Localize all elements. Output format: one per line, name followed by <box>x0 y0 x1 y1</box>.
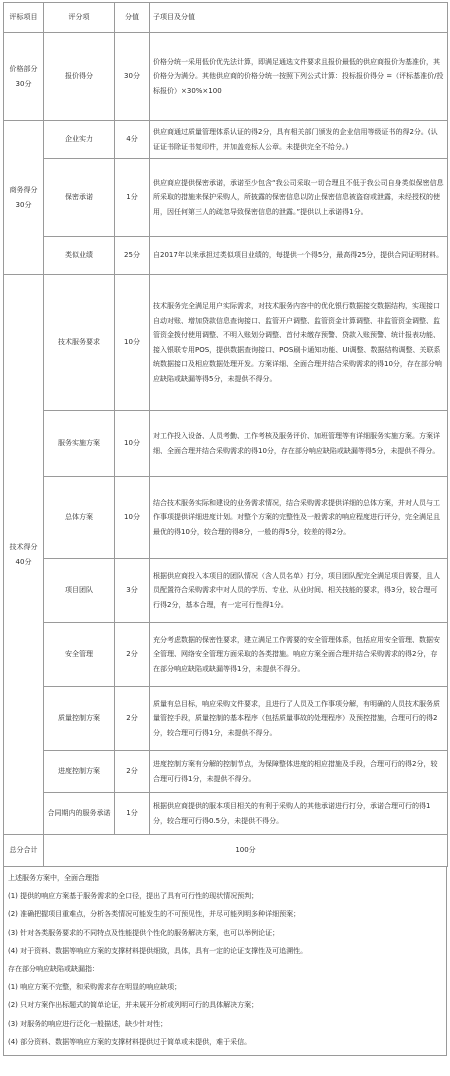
item-score: 10分 <box>115 275 150 411</box>
header-subitem: 评分项 <box>44 3 115 33</box>
table-row <box>4 33 448 121</box>
item-name: 合同期内的服务承诺 <box>44 793 115 835</box>
item-detail: 供应商应提供保密承诺，承诺至少包含“我公司采取一切合理且不低于我公司自身类似保密信息所采取的措施来保护采购人，所披露的保密信息以防止保密信息被盗窃或泄露，未经授权的使用，因任何第三人的疏忽导致保密信息的泄露。”提供以上承诺得1分。 <box>150 159 448 237</box>
notes-line: (4) 部分资料、数据等响应方案的支撑材料提供过于简单或未提供，难于采信。 <box>8 1037 252 1046</box>
item-score: 1分 <box>115 793 150 835</box>
notes-line: (4) 对于资料、数据等响应方案的支撑材料提供细致，具体，具有一定的论证支撑性及可追溯性。 <box>8 946 308 955</box>
item-score: 1分 <box>115 159 150 237</box>
item-name: 企业实力 <box>44 121 115 159</box>
header-score: 分值 <box>115 3 150 33</box>
item-detail: 价格分统一采用低价优先法计算，即满足通选文件要求且报价最低的供应商报价为基准价，其价格分为满分。其他供应商的价格分统一按照下列公式计算：投标报价得分 =（评标基准价/投标报价）×30%×100 <box>150 33 448 121</box>
item-score: 2分 <box>115 623 150 687</box>
notes-line: (2) 只对方案作出标题式的简单论证，并未展开分析或列明可行的具体解决方案； <box>8 1001 259 1010</box>
header-detail: 子项目及分值 <box>150 3 448 33</box>
item-detail: 供应商通过质量管理体系认证的得2分，具有相关部门颁发的企业信用等级证书的得2分。(认证证书除证书复印件，并加盖竞标人公章。未提供完全不给分。) <box>150 121 448 159</box>
header-row <box>4 3 448 33</box>
item-name: 类似业绩 <box>44 237 115 275</box>
notes-section <box>3 867 447 1056</box>
item-detail: 充分考虑数据的保密性要求，建立满足工作需要的安全管理体系，包括应用安全管理、数据安全管理、网络安全管理方面采取的各类措施。响应方案全面合理并结合采购需求的得2分，存在部分响应缺陷或缺漏等得1分，未提供不得分。 <box>150 623 448 687</box>
notes-line: (1) 提供的响应方案基于服务需求的全口径，提出了具有可行性的现状情况预判； <box>8 892 259 901</box>
table-row <box>4 623 448 687</box>
notes-line: (2) 准确把握项目重难点，分析各类情况可能发生的不可预见性，并尽可能列明多种详细预案； <box>8 910 301 919</box>
total-value: 100分 <box>44 835 448 867</box>
item-name: 服务实施方案 <box>44 411 115 477</box>
table-row <box>4 477 448 559</box>
item-detail: 结合技术服务实际和建设的业务需求情况，结合采购需求提供详细的总体方案，并对人员与工作事项提供详细进度计划。对整个方案的完整性及一般需求的响应程度进行评分，完全满足且最优的得10分，较合理的得8分，一般的得5分，较差的得2分。 <box>150 477 448 559</box>
item-score: 4分 <box>115 121 150 159</box>
table-row <box>4 275 448 411</box>
item-detail: 根据供应商投入本项目的团队情况（含人员名单）打分，项目团队配完全满足项目需要，且人员配置符合采购需求中对人员的学历、专业、从业时间、相关技能的要求，得3分，较合理可行得2分，基本合理，有一定可行性得1分。 <box>150 559 448 623</box>
item-detail: 根据供应商提供的服本项目相关的有利于采购人的其他承诺进行打分，承诺合理可行的得1分，较合理可行得0.5分，未提供不得分。 <box>150 793 448 835</box>
total-label: 总分合计 <box>4 835 44 867</box>
item-name: 技术服务要求 <box>44 275 115 411</box>
total-row <box>4 835 448 867</box>
table-row <box>4 751 448 793</box>
header-category: 评标项目 <box>4 3 44 33</box>
notes-line: (3) 对服务的响应进行泛化一般描述，缺少针对性； <box>8 1019 168 1028</box>
item-detail: 进度控制方案有分解的控制节点，为保障整体进度的相应措施及手段，合理可行的得2分，较合理可行得1分，未提供不得分。 <box>150 751 448 793</box>
item-name: 安全管理 <box>44 623 115 687</box>
table-row <box>4 687 448 751</box>
group-technical: 技术得分40分 <box>4 275 44 835</box>
item-name: 进度控制方案 <box>44 751 115 793</box>
table-row <box>4 237 448 275</box>
scoring-table <box>3 2 448 867</box>
item-score: 3分 <box>115 559 150 623</box>
item-score: 10分 <box>115 477 150 559</box>
item-score: 25分 <box>115 237 150 275</box>
scoring-table-wrapper <box>3 2 447 1056</box>
item-detail: 对工作投入设备、人员考勤、工作考核及服务评价、加班管理等有详细服务实施方案。方案详细、全面合理并结合采购需求的得10分，存在部分响应缺陷或缺漏等得5分，未提供不得分。 <box>150 411 448 477</box>
item-detail: 自2017年以来承担过类似项目业绩的，每提供一个得5分，最高得25分，提供合同证明材料。 <box>150 237 448 275</box>
notes-line: (1) 响应方案不完整，和采购需求存在明显的响应缺项； <box>8 983 182 992</box>
table-row <box>4 159 448 237</box>
group-business: 商务得分30分 <box>4 121 44 275</box>
item-name: 质量控制方案 <box>44 687 115 751</box>
item-score: 2分 <box>115 751 150 793</box>
table-row <box>4 559 448 623</box>
item-name: 报价得分 <box>44 33 115 121</box>
item-detail: 质量有总目标，响应采购文件要求，且进行了人员及工作事项分解，有明确的人员技术服务质量管控手段，质量控制的基本程序（包括质量事故的处理程序）及预控措施，合理可行的得2分，较合理可行得1分，未提供不得分。 <box>150 687 448 751</box>
item-name: 项目团队 <box>44 559 115 623</box>
notes-line: 存在部分响应缺陷或缺漏指： <box>8 965 99 974</box>
table-row <box>4 121 448 159</box>
table-row <box>4 793 448 835</box>
item-score: 2分 <box>115 687 150 751</box>
item-name: 保密承诺 <box>44 159 115 237</box>
item-name: 总体方案 <box>44 477 115 559</box>
item-score: 30分 <box>115 33 150 121</box>
notes-line: 上述服务方案中，全面合理指 <box>8 874 99 882</box>
notes-line: (3) 针对各类服务要求的不同特点及性能提供个性化的服务解决方案，也可以举例论证； <box>8 928 280 937</box>
item-score: 10分 <box>115 411 150 477</box>
group-price: 价格部分30分 <box>4 33 44 121</box>
item-detail: 技术服务完全满足用户实际需求，对技术服务内容中的优化银行数据接交数据结构，实现接口自动对账、增加贷款信息查询接口、监管开户调整、监管资金计算调整、非监管资金调整、监管资金拨付使用调整、不明入账划分调整、首付未缴存预警、贷款入账预警、统计报表功能、接入银联专用POS，提供数据查询接口、POS刷卡通知功能、UI调整、数据结构调整、关联系统数据接口及相应数据处理开发。方案详细、全面合理并结合采购需求的得10分，存在部分响应缺陷或缺漏等得5分，未提供不得分。 <box>150 275 448 411</box>
table-row <box>4 411 448 477</box>
